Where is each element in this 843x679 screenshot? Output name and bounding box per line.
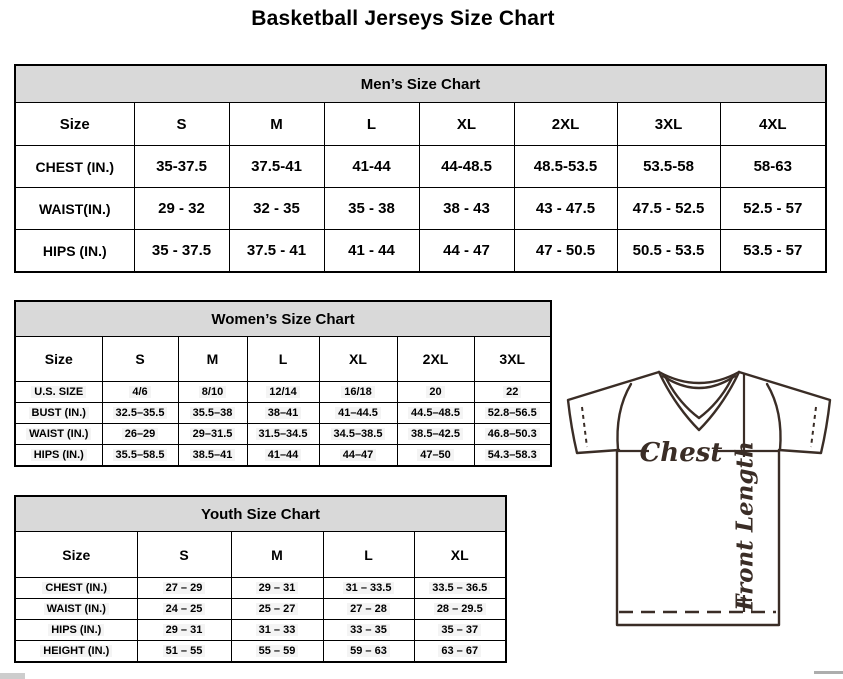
size-value-cell-text: 52.5 - 57 <box>743 200 803 217</box>
size-value-cell <box>102 403 178 424</box>
row-label-text: CHEST (IN.) <box>42 582 110 594</box>
size-value-cell-text: 47–50 <box>417 449 454 461</box>
size-value-cell-text: 29 – 31 <box>163 624 206 636</box>
size-value-cell-text: 41–44.5 <box>335 407 381 419</box>
size-value-cell-text: 38 - 43 <box>443 200 490 217</box>
size-value-cell <box>134 188 229 230</box>
size-value-cell-text: 44 - 47 <box>443 242 490 259</box>
size-value-cell <box>231 620 323 641</box>
size-value-cell-text: 35-37.5 <box>156 158 207 175</box>
size-value-cell <box>397 403 474 424</box>
size-value-cell <box>134 146 229 188</box>
size-value-cell-text: 38.5–41 <box>190 449 236 461</box>
table-row <box>15 445 551 467</box>
column-header: L <box>324 103 419 146</box>
size-value-cell <box>324 230 419 273</box>
size-value-cell <box>178 445 247 467</box>
size-value-cell-text: 41-44 <box>352 158 391 175</box>
size-value-cell-text: 37.5 - 41 <box>246 242 307 259</box>
row-label <box>15 599 137 620</box>
size-value-cell-text: 53.5 - 57 <box>743 242 803 259</box>
table-caption: Men’s Size Chart <box>15 65 826 103</box>
size-value-cell-text: 41 - 44 <box>348 242 395 259</box>
row-label-text: HIPS (IN.) <box>48 624 104 636</box>
row-label <box>15 424 102 445</box>
size-value-cell <box>102 445 178 467</box>
row-label-text: U.S. SIZE <box>31 386 86 398</box>
column-header: XL <box>419 103 514 146</box>
size-value-cell-text: 63 – 67 <box>438 645 481 657</box>
size-value-cell <box>720 188 826 230</box>
size-value-cell <box>514 230 617 273</box>
size-value-cell-text: 51 – 55 <box>163 645 206 657</box>
row-label <box>15 403 102 424</box>
size-value-cell <box>231 641 323 663</box>
front-length-measure-label: Front Length <box>731 441 759 611</box>
size-value-cell <box>474 382 551 403</box>
size-value-cell-text: 31.5–34.5 <box>256 428 311 440</box>
size-value-cell <box>324 146 419 188</box>
row-label-text: HIPS (IN.) <box>42 242 107 259</box>
size-value-cell <box>419 230 514 273</box>
column-header: Size <box>15 103 134 146</box>
table-row <box>15 403 551 424</box>
size-value-cell <box>319 445 397 467</box>
size-value-cell-text: 52.8–56.5 <box>485 407 540 419</box>
row-label-text: BUST (IN.) <box>29 407 89 419</box>
size-value-cell-text: 26–29 <box>122 428 159 440</box>
size-value-cell-text: 4/6 <box>129 386 150 398</box>
size-value-cell-text: 35.5–38 <box>190 407 236 419</box>
size-value-cell-text: 55 – 59 <box>256 645 299 657</box>
size-value-cell-text: 35 - 38 <box>348 200 395 217</box>
size-value-cell <box>319 403 397 424</box>
size-value-cell-text: 50.5 - 53.5 <box>632 242 705 259</box>
size-value-cell <box>178 382 247 403</box>
size-value-cell <box>514 146 617 188</box>
size-value-cell <box>323 620 414 641</box>
size-value-cell-text: 25 – 27 <box>256 603 299 615</box>
womens-size-chart-table <box>14 300 552 467</box>
column-header: 3XL <box>617 103 720 146</box>
size-value-cell-text: 33.5 – 36.5 <box>429 582 490 594</box>
size-value-cell-text: 28 – 29.5 <box>434 603 486 615</box>
size-value-cell-text: 38–41 <box>265 407 302 419</box>
column-header: Size <box>15 337 102 382</box>
size-value-cell <box>324 188 419 230</box>
size-value-cell-text: 59 – 63 <box>347 645 390 657</box>
column-header: 4XL <box>720 103 826 146</box>
size-value-cell-text: 43 - 47.5 <box>535 200 596 217</box>
size-value-cell <box>319 424 397 445</box>
row-label-text: HEIGHT (IN.) <box>40 645 112 657</box>
size-value-cell <box>178 424 247 445</box>
size-value-cell <box>617 188 720 230</box>
table-row <box>15 188 826 230</box>
size-value-cell <box>247 382 319 403</box>
size-value-cell <box>137 641 231 663</box>
size-value-cell-text: 46.8–50.3 <box>485 428 540 440</box>
size-value-cell <box>323 599 414 620</box>
size-value-cell-text: 20 <box>426 386 444 398</box>
header-row <box>15 103 826 146</box>
size-value-cell <box>397 382 474 403</box>
table-row <box>15 146 826 188</box>
row-label <box>15 188 134 230</box>
size-value-cell <box>414 641 506 663</box>
row-label-text: WAIST (IN.) <box>26 428 91 440</box>
size-value-cell-text: 27 – 28 <box>347 603 390 615</box>
mens-size-chart-table <box>14 64 827 273</box>
column-header: S <box>137 532 231 578</box>
column-header: 2XL <box>514 103 617 146</box>
size-value-cell <box>137 599 231 620</box>
size-value-cell-text: 12/14 <box>266 386 300 398</box>
size-value-cell-text: 8/10 <box>199 386 226 398</box>
size-value-cell <box>474 445 551 467</box>
size-value-cell-text: 41–44 <box>265 449 302 461</box>
page-title: Basketball Jerseys Size Chart <box>251 7 555 30</box>
column-header: XL <box>319 337 397 382</box>
size-value-cell <box>231 578 323 599</box>
size-value-cell <box>720 230 826 273</box>
size-value-cell <box>617 146 720 188</box>
size-value-cell-text: 29 - 32 <box>158 200 205 217</box>
size-value-cell <box>137 578 231 599</box>
table-row <box>15 620 506 641</box>
size-value-cell-text: 44.5–48.5 <box>408 407 463 419</box>
size-value-cell-text: 24 – 25 <box>163 603 206 615</box>
size-value-cell-text: 33 – 35 <box>347 624 390 636</box>
size-value-cell-text: 53.5-58 <box>643 158 694 175</box>
size-value-cell <box>137 620 231 641</box>
row-label <box>15 578 137 599</box>
size-value-cell <box>178 403 247 424</box>
size-value-cell <box>414 599 506 620</box>
size-value-cell <box>229 188 324 230</box>
size-value-cell <box>617 230 720 273</box>
size-value-cell <box>323 578 414 599</box>
size-value-cell-text: 35 – 37 <box>438 624 481 636</box>
row-label-text: CHEST (IN.) <box>35 158 115 175</box>
size-value-cell-text: 16/18 <box>341 386 375 398</box>
column-header: 3XL <box>474 337 551 382</box>
row-label <box>15 382 102 403</box>
table-row <box>15 424 551 445</box>
header-row <box>15 532 506 578</box>
row-label <box>15 146 134 188</box>
size-value-cell-text: 44-48.5 <box>441 158 492 175</box>
size-value-cell-text: 44–47 <box>340 449 377 461</box>
size-value-cell <box>414 578 506 599</box>
size-value-cell-text: 22 <box>503 386 521 398</box>
size-value-cell-text: 35 - 37.5 <box>151 242 212 259</box>
jersey-measurement-diagram <box>555 362 843 672</box>
row-label <box>15 620 137 641</box>
size-value-cell <box>102 424 178 445</box>
table-row <box>15 641 506 663</box>
size-value-cell <box>102 382 178 403</box>
size-value-cell <box>474 424 551 445</box>
column-header: M <box>178 337 247 382</box>
table-row <box>15 599 506 620</box>
size-value-cell-text: 54.3–58.3 <box>485 449 540 461</box>
size-value-cell-text: 35.5–58.5 <box>113 449 168 461</box>
table-row <box>15 230 826 273</box>
size-value-cell <box>414 620 506 641</box>
youth-size-chart-table <box>14 495 507 663</box>
table-caption: Youth Size Chart <box>15 496 506 532</box>
size-value-cell <box>419 146 514 188</box>
row-label-text: WAIST (IN.) <box>44 603 109 615</box>
size-value-cell <box>397 424 474 445</box>
size-value-cell <box>134 230 229 273</box>
size-value-cell <box>474 403 551 424</box>
column-header: S <box>134 103 229 146</box>
column-header: M <box>231 532 323 578</box>
size-value-cell <box>323 641 414 663</box>
size-value-cell-text: 47.5 - 52.5 <box>632 200 705 217</box>
table-row <box>15 578 506 599</box>
column-header: XL <box>414 532 506 578</box>
header-row <box>15 337 551 382</box>
size-value-cell-text: 47 - 50.5 <box>535 242 596 259</box>
chest-measure-label: Chest <box>639 438 723 468</box>
horizontal-scrollbar-thumb[interactable] <box>0 673 25 679</box>
scrollbar-fragment[interactable] <box>814 671 843 674</box>
size-value-cell-text: 34.5–38.5 <box>331 428 386 440</box>
column-header: Size <box>15 532 137 578</box>
row-label <box>15 445 102 467</box>
size-value-cell <box>397 445 474 467</box>
row-label <box>15 230 134 273</box>
column-header: L <box>323 532 414 578</box>
size-value-cell <box>247 445 319 467</box>
size-value-cell-text: 29–31.5 <box>190 428 236 440</box>
size-value-cell <box>419 188 514 230</box>
size-value-cell <box>247 403 319 424</box>
size-value-cell-text: 31 – 33 <box>256 624 299 636</box>
table-row <box>15 382 551 403</box>
size-value-cell-text: 32 - 35 <box>253 200 300 217</box>
size-value-cell <box>514 188 617 230</box>
size-value-cell-text: 29 – 31 <box>256 582 299 594</box>
row-label-text: HIPS (IN.) <box>31 449 87 461</box>
size-value-cell <box>247 424 319 445</box>
size-value-cell-text: 48.5-53.5 <box>533 158 598 175</box>
row-label <box>15 641 137 663</box>
size-value-cell-text: 38.5–42.5 <box>408 428 463 440</box>
size-value-cell-text: 37.5-41 <box>251 158 302 175</box>
size-value-cell-text: 27 – 29 <box>163 582 206 594</box>
column-header: M <box>229 103 324 146</box>
table-caption: Women’s Size Chart <box>15 301 551 337</box>
size-value-cell-text: 31 – 33.5 <box>343 582 395 594</box>
column-header: L <box>247 337 319 382</box>
size-value-cell <box>229 230 324 273</box>
row-label-text: WAIST(IN.) <box>38 200 111 217</box>
size-value-cell <box>231 599 323 620</box>
size-value-cell-text: 32.5–35.5 <box>113 407 168 419</box>
size-value-cell-text: 58-63 <box>753 158 792 175</box>
size-value-cell <box>319 382 397 403</box>
column-header: S <box>102 337 178 382</box>
size-value-cell <box>229 146 324 188</box>
size-value-cell <box>720 146 826 188</box>
column-header: 2XL <box>397 337 474 382</box>
jersey-outline <box>568 372 830 625</box>
